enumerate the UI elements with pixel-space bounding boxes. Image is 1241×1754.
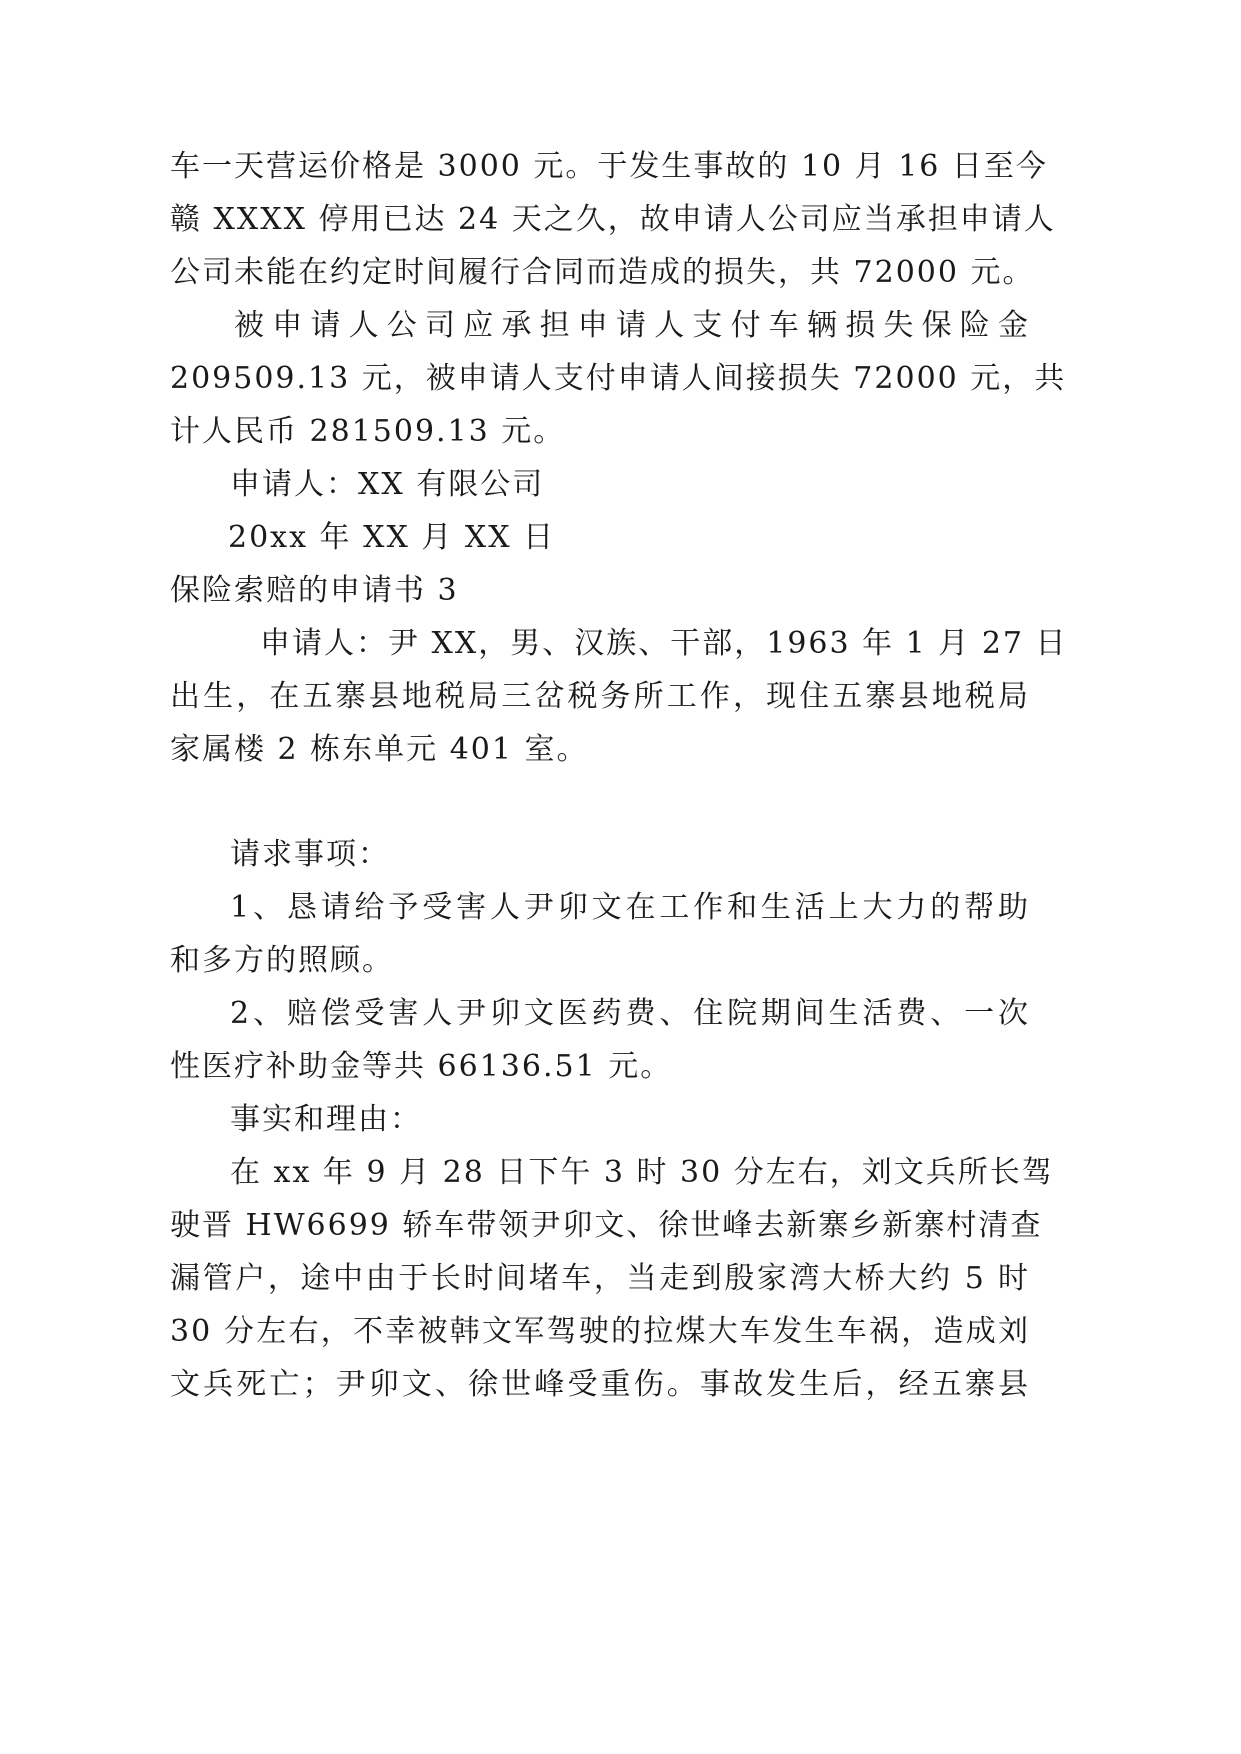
paragraph-line: 赣 XXXX 停用已达 24 天之久，故申请人公司应当承担申请人 <box>170 202 1056 237</box>
paragraph-line: 文兵死亡；尹卯文、徐世峰受重伤。事故发生后，经五寨县 <box>170 1367 1030 1402</box>
paragraph-line: 2、赔偿受害人尹卯文医药费、住院期间生活费、一次 <box>230 996 1030 1031</box>
paragraph-line: 漏管户，途中由于长时间堵车，当走到殷家湾大桥大约 5 时 <box>170 1261 1030 1296</box>
applicant-signature: 申请人：XX 有限公司 <box>230 467 545 502</box>
paragraph-line: 家属楼 2 栋东单元 401 室。 <box>170 732 589 767</box>
paragraph-line: 209509.13 元，被申请人支付申请人间接损失 72000 元，共 <box>170 361 1067 396</box>
paragraph-line: 出生，在五寨县地税局三岔税务所工作，现住五寨县地税局 <box>170 679 1030 714</box>
paragraph-line: 计人民币 281509.13 元。 <box>170 414 566 449</box>
section-heading: 事实和理由： <box>230 1102 422 1137</box>
paragraph-line: 驶晋 HW6699 轿车带领尹卯文、徐世峰去新寨乡新寨村清查 <box>170 1208 1043 1243</box>
section-heading: 请求事项： <box>230 837 390 872</box>
paragraph-line: 和多方的照顾。 <box>170 943 394 978</box>
paragraph-line: 车一天营运价格是 3000 元。于发生事故的 10 月 16 日至今 <box>170 149 1048 184</box>
paragraph-line: 公司未能在约定时间履行合同而造成的损失，共 72000 元。 <box>170 255 1035 290</box>
signature-date: 20xx 年 XX 月 XX 日 <box>228 520 556 555</box>
section-title: 保险索赔的申请书 3 <box>170 573 459 608</box>
paragraph-line: 30 分左右，不幸被韩文军驾驶的拉煤大车发生车祸，造成刘 <box>170 1314 1030 1349</box>
paragraph-line: 申请人：尹 XX，男、汉族、干部，1963 年 1 月 27 日 <box>260 626 1068 661</box>
paragraph-line: 在 xx 年 9 月 28 日下午 3 时 30 分左右，刘文兵所长驾 <box>230 1155 1054 1190</box>
paragraph-line: 性医疗补助金等共 66136.51 元。 <box>170 1049 673 1084</box>
paragraph-line: 1、恳请给予受害人尹卯文在工作和生活上大力的帮助 <box>230 890 1030 925</box>
paragraph-line: 被申请人公司应承担申请人支付车辆损失保险金 <box>234 308 1030 343</box>
